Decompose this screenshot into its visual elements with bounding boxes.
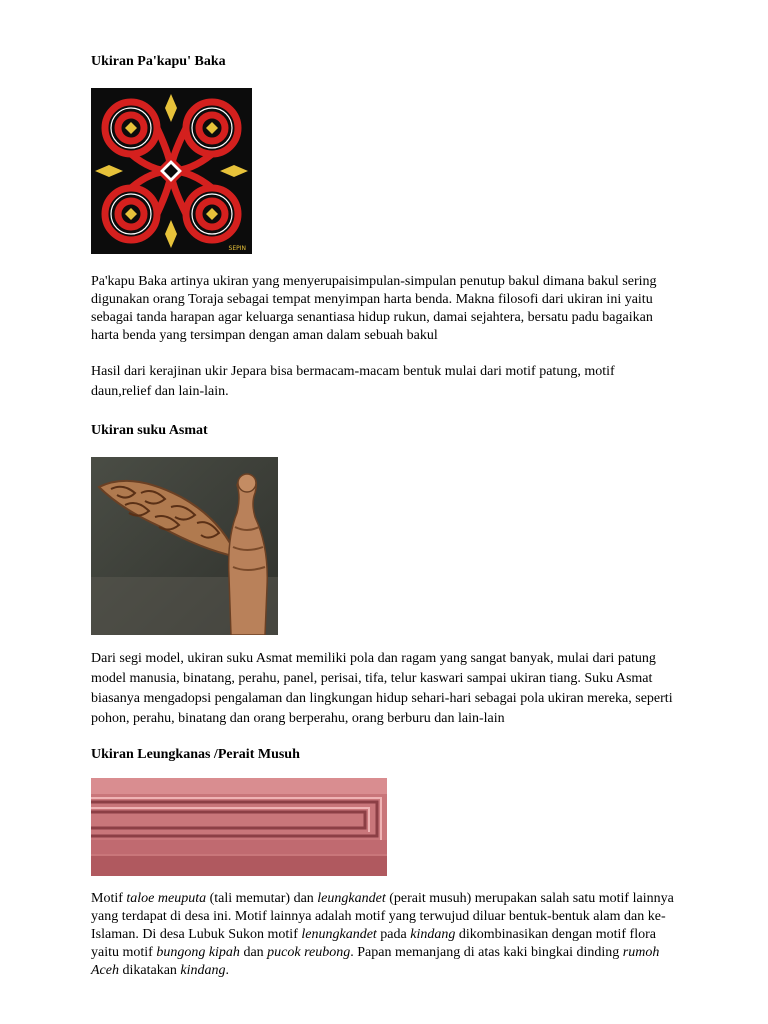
leungkanas-description: Motif taloe meuputa (tali memutar) dan leungkandet (perait musuh) merupakan salah satu motif lainnya yang terdapat di desa ini. Motif lainnya adalah motif yang terwujud diluar bentuk-bentuk alam dan ke-Islaman. Di desa Lubuk Sukon motif lenungkandet pada kindang dikombinasikan dengan motif flora yaitu motif bungong kipah dan pucok reubong. Papan memanjang di atas kaki bingkai dinding rumoh Aceh dikatakan kindang. <box>91 891 674 978</box>
term-taloe-meuputa: taloe meuputa <box>126 891 207 906</box>
pakapu-baka-description: Pa'kapu Baka artinya ukiran yang menyerupaisimpulan-simpulan penutup bakul dimana bakul sering digunakan orang Toraja sebagai tempat menyimpan harta benda. Makna filosofi dari ukiran ini yaitu sebagai tanda harapan agar keluarga senantiasa hidup rukun, damai sejahtera, bersatu padu bagaikan harta benda yang tersimpan dengan aman dalam sebuah bakul <box>91 274 657 343</box>
term-pucok-reubong: pucok reubong <box>267 945 351 960</box>
term-rumoh-aceh: rumoh Aceh <box>91 945 660 978</box>
heading-leungkanas: Ukiran Leungkanas /Perait Musuh <box>91 747 300 762</box>
pakapu-baka-carving-image <box>91 88 252 254</box>
term-leungkandet: leungkandet <box>317 891 386 906</box>
heading-pakapu-baka: Ukiran Pa'kapu' Baka <box>91 54 226 69</box>
term-bungong-kipah: bungong kipah <box>156 945 240 960</box>
heading-suku-asmat: Ukiran suku Asmat <box>91 423 208 438</box>
image-signature: SEPIN <box>228 245 246 252</box>
asmat-description: Dari segi model, ukiran suku Asmat memiliki pola dan ragam yang sangat banyak, mulai dari patung model manusia, binatang, perahu, panel, perisai, tifa, telur kaswari sampai ukiran tiang. Suku Asmat biasanya mengadopsi pengalaman dan lingkungan hidup sehari-hari sebagai pola ukiran mereka, seperti pohon, perahu, binatang dan orang berperahu, orang berburu dan lain-lain <box>91 651 673 726</box>
jepara-carving-paragraph: Hasil dari kerajinan ukir Jepara bisa bermacam-macam bentuk mulai dari motif patung, motif daun,relief dan lain-lain. <box>91 364 615 399</box>
term-lenungkandet: lenungkandet <box>301 927 377 942</box>
term-kindang-2: kindang <box>180 963 226 978</box>
asmat-carving-image <box>91 457 278 635</box>
leungkanas-carving-image <box>91 778 387 876</box>
term-kindang: kindang <box>410 927 456 942</box>
